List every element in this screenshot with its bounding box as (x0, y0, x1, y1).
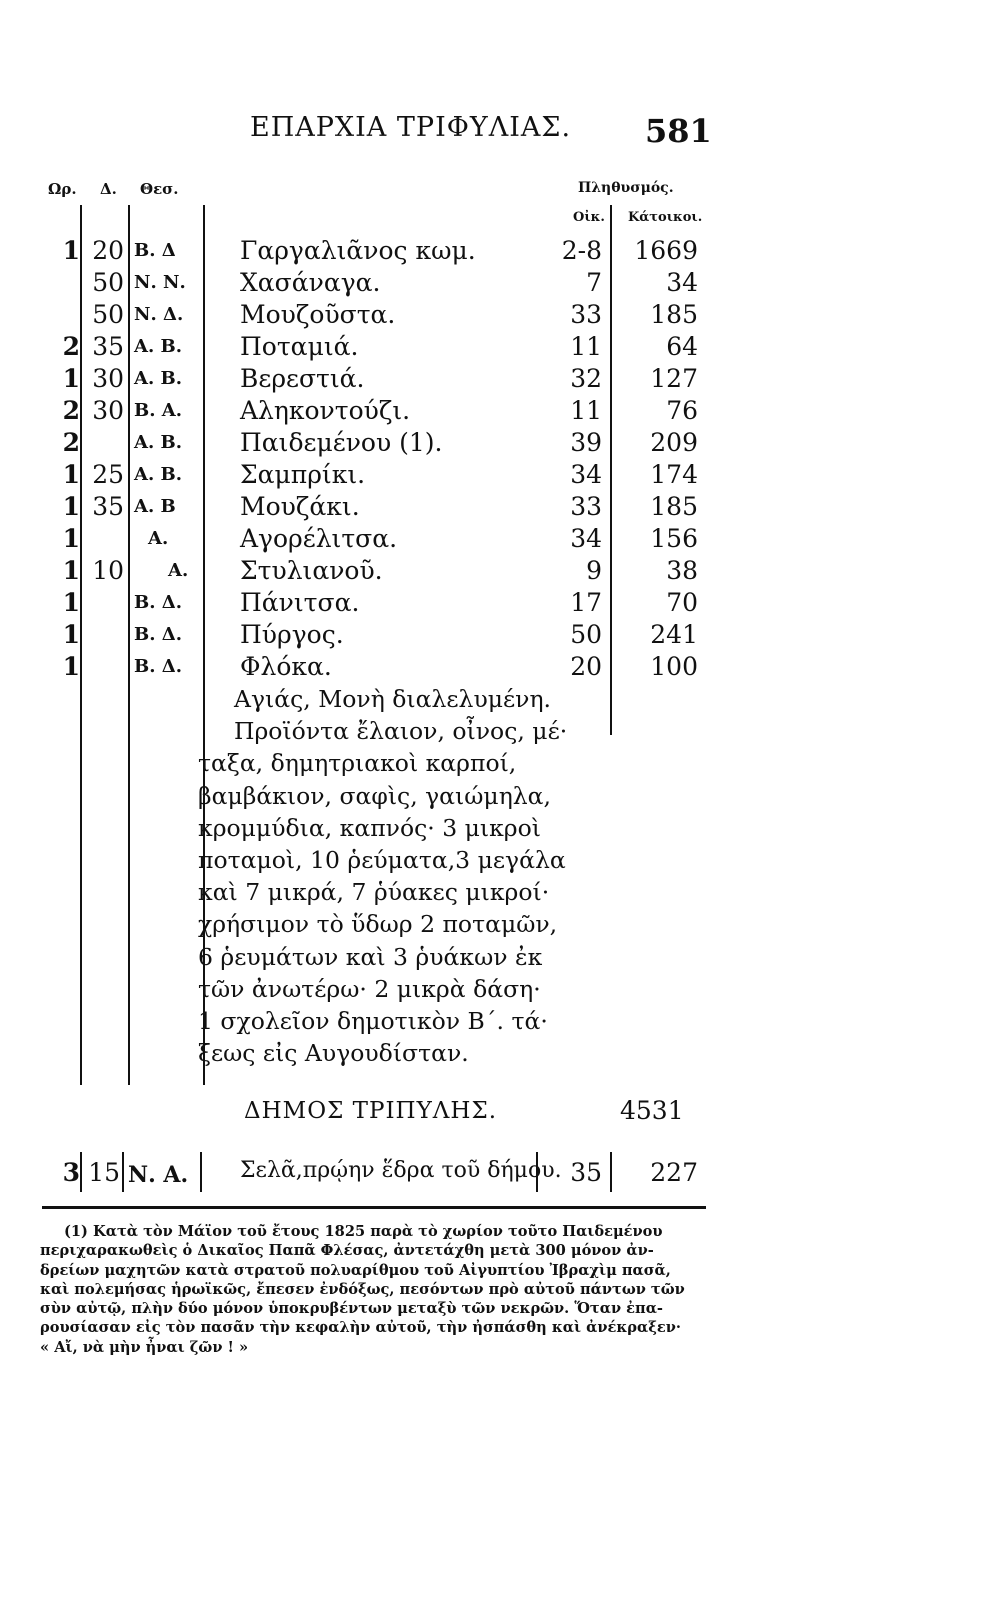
footnote-line: ρουσίασαν εἰς τὸν πασᾶν τὴν κεφαλὴν αὐτοῦ, τὴν ἠσπάσθη καὶ ἀνέκραξεν· (40, 1319, 681, 1337)
demos-title: ΔΗΜΟΣ ΤΡΙΠΥΛΗΣ. (244, 1098, 498, 1124)
notes-line: ταξα, δημητριακοὶ καρποί, (198, 749, 517, 778)
footnote-line: καὶ πολεμήσας ἡρωϊκῶς, ἔπεσεν ἐνδόξως, πεσόντων πρὸ αὐτοῦ πάντων τῶν (40, 1280, 685, 1298)
notes-line: 1 σχολεῖον δημοτικὸν Β΄. τά· (198, 1007, 548, 1036)
column-head-degrees: Δ. (100, 180, 117, 198)
table-row: 1 30 Α. Β. Βερεστιά. 32 127 (62, 364, 698, 393)
column-head-direction: Θεσ. (140, 180, 179, 198)
footnote-rule (42, 1206, 706, 1209)
demos-total: 4531 (620, 1096, 684, 1125)
notes-line: Προϊόντα ἔλαιον, οἶνος, μέ· (234, 717, 568, 746)
notes-line: βαμβάκιον, σαφὶς, γαιώμηλα, (198, 781, 552, 810)
table-row: 2 Α. Β. Παιδεμένου (1). 39 209 (62, 428, 698, 457)
footnote-line: « Αἴ, νὰ μὴν ἦναι ζῶν ! » (40, 1338, 249, 1356)
table-row: 1 Β. Δ. Φλόκα. 20 100 (62, 652, 698, 681)
notes-line: χρήσιμον τὸ ὕδωρ 2 ποταμῶν, (198, 910, 558, 939)
table-row: 1 Α. Αγορέλιτσα. 34 156 (62, 524, 698, 553)
page-header-title: ΕΠΑΡΧΙΑ ΤΡΙΦΥΛΙΑΣ. (250, 112, 572, 143)
footnote-line: δρείων μαχητῶν κατὰ στρατοῦ πολυαρίθμου τοῦ Αἰγυπτίου Ἰβραχὶμ πασᾶ, (40, 1261, 671, 1279)
table-row: 1 Β. Δ. Πάνιτσα. 17 70 (62, 588, 698, 617)
notes-line: Αγιάς, Μονὴ διαλελυμένη. (234, 685, 552, 713)
notes-paragraph (198, 683, 568, 1069)
table-row: 1 20 Β. Δ Γαργαλιᾶνος κωμ. 2‑8 1669 (62, 236, 698, 265)
column-head-inhabitants: Κάτοικοι. (628, 210, 703, 225)
notes-line: 6 ῥευμάτων καὶ 3 ῥυάκων ἐκ (198, 942, 543, 971)
table-row: 50 Ν. Δ. Μουζοῦστα. 33 185 (92, 300, 698, 329)
table-row: 2 30 Β. Α. Αληκοντούζι. 11 76 (62, 396, 698, 425)
notes-line: τῶν ἀνωτέρω· 2 μικρὰ δάση· (198, 974, 541, 1003)
table-row: 50 Ν. Ν. Χασάναγα. 7 34 (92, 268, 698, 297)
footnote-line: σὺν αὐτῷ, πλὴν δύο μόνον ὑποκρυβέντων μεταξὺ τῶν νεκρῶν. Ὅταν ἐπα- (40, 1300, 663, 1318)
table-row-sela: 3 15 Ν. Α. Σελᾶ,πρῴην ἕδρα τοῦ δήμου. 35 227 (62, 1158, 698, 1188)
notes-line: κρομμύδια, καπνός· 3 μικροὶ (198, 813, 541, 842)
column-head-houses: Οἰκ. (573, 210, 605, 225)
table-row: 1 10 Α. Στυλιανοῦ. 9 38 (62, 556, 698, 585)
column-head-hours: Ωρ. (48, 180, 77, 198)
table-row: 1 35 Α. Β Μουζάκι. 33 185 (62, 492, 698, 521)
notes-line: καὶ 7 μικρά, 7 ῥύακες μικροί· (198, 878, 550, 907)
table-row: 1 Β. Δ. Πύργος. 50 241 (62, 620, 698, 649)
notes-line: ξεως εἰς Αυγουδίσταν. (198, 1039, 469, 1068)
column-head-population: Πληθυσμός. (578, 180, 674, 196)
table-row: 2 35 Α. Β. Ποταμιά. 11 64 (62, 332, 698, 361)
page-number: 581 (645, 112, 712, 150)
footnote-line: περιχαρακωθεὶς ὁ Δικαῖος Παπᾶ Φλέσας, ἀντετάχθη μετὰ 300 μόνον ἀν- (40, 1242, 654, 1260)
footnote-line: (1) Κατὰ τὸν Μάϊον τοῦ ἔτους 1825 παρὰ τὸ χωρίον τοῦτο Παιδεμένου (64, 1223, 663, 1240)
notes-line: ποταμοὶ, 10 ῥεύματα,3 μεγάλα (198, 846, 566, 875)
footnote (40, 1222, 710, 1357)
table-row: 1 25 Α. Β. Σαμπρίκι. 34 174 (62, 460, 698, 489)
